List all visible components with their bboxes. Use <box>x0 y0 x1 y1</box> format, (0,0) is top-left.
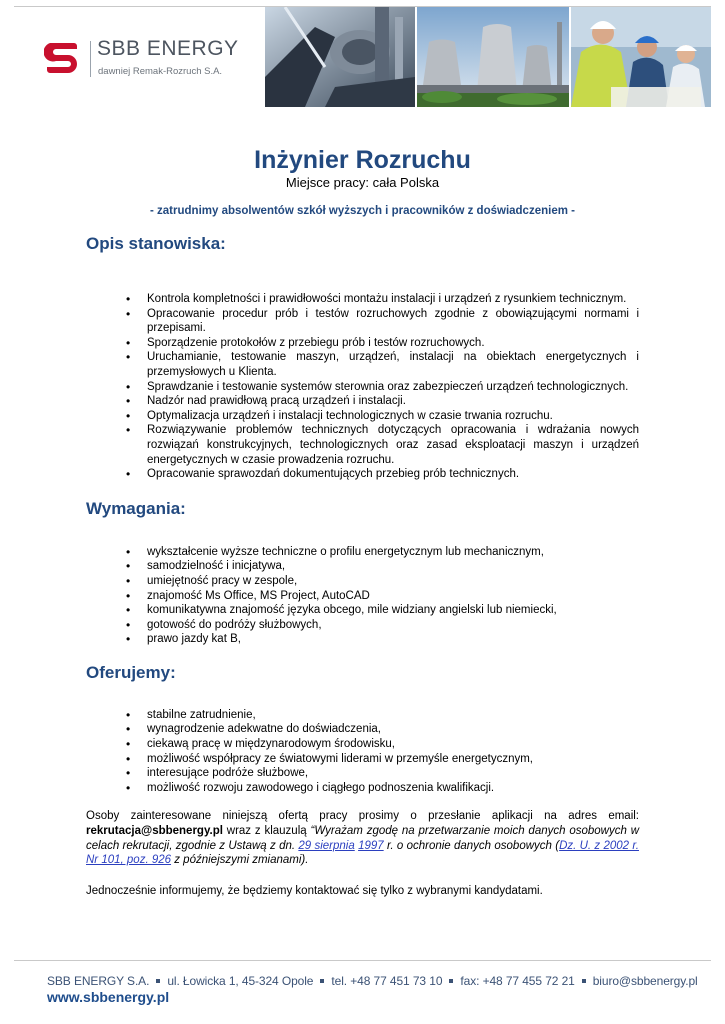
law-date-link[interactable]: 29 sierpnia <box>298 839 355 852</box>
footer-email[interactable]: biuro@sbbenergy.pl <box>592 974 698 988</box>
application-intro: Osoby zainteresowane niniejszą ofertą pracy prosimy o przesłanie aplikacji na adres email: <box>86 810 639 823</box>
requirements-list <box>147 545 639 647</box>
list-item: • wynagrodzenie adekwatne do doświadczenia, <box>147 722 639 737</box>
engineers-photo <box>571 7 711 107</box>
job-tagline: - zatrudnimy absolwentów szkół wyższych i pracowników z doświadczeniem - <box>150 205 575 217</box>
law-journal-link[interactable]: Dz. U. z 2002 r. Nr 101, poz. 926 <box>86 839 639 867</box>
list-item: • stabilne zatrudnienie, <box>147 708 639 723</box>
footer-tel: tel. +48 77 451 73 10 <box>331 974 443 988</box>
brand-name: SBB ENERGY <box>97 37 239 60</box>
list-item: • wykształcenie wyższe techniczne o profilu energetycznym lub mechanicznym, <box>147 545 639 560</box>
footer-contact <box>47 974 698 988</box>
square-bullet-icon <box>156 979 160 983</box>
footer-website-link[interactable]: www.sbbenergy.pl <box>47 989 170 1005</box>
list-item: • prawo jazdy kat B, <box>147 632 639 647</box>
list-item: • Opracowanie procedur prób i testów rozruchowych zgodnie z obowiązującymi normami i przepisami. <box>147 307 639 336</box>
section-title-requirements: Wymagania: <box>86 498 186 518</box>
application-instructions <box>86 809 639 867</box>
list-item: • interesujące podróże służbowe, <box>147 766 639 781</box>
law-year-link[interactable]: 1997 <box>358 839 384 852</box>
footer-rule <box>14 960 711 961</box>
letterhead <box>14 7 711 107</box>
list-item: • umiejętność pracy w zespole, <box>147 574 639 589</box>
list-item: • Nadzór nad prawidłową pracą urządzeń i instalacji. <box>147 394 639 409</box>
job-location: Miejsce pracy: cała Polska <box>285 175 440 190</box>
list-item: • Sprawdzanie i testowanie systemów sterownia oraz zabezpieczeń urządzeń technologicznych. <box>147 380 639 395</box>
list-item: • znajomość Ms Office, MS Project, AutoCAD <box>147 589 639 604</box>
job-title: Inżynier Rozruchu <box>254 146 471 174</box>
industrial-machinery-photo <box>265 7 415 107</box>
list-item: • Rozwiązywanie problemów technicznych dotyczących opracowania i wdrażania nowych rozwiązań konstrukcyjnych, technologicznych oraz zasad eksploatacji maszyn i urządzeń energetycznych w czasie prowadzenia rozruchu. <box>147 423 639 467</box>
square-bullet-icon <box>582 979 586 983</box>
list-item: • ciekawą pracę w międzynarodowym środowisku, <box>147 737 639 752</box>
company-logo <box>14 7 264 107</box>
logo-divider <box>90 41 91 77</box>
sbb-logo-icon <box>44 40 80 76</box>
list-item: • Opracowanie sprawozdań dokumentujących przebieg prób technicznych. <box>147 467 639 482</box>
square-bullet-icon <box>320 979 324 983</box>
section-title-offer: Oferujemy: <box>86 662 176 682</box>
footer-company: SBB ENERGY S.A. <box>47 974 150 988</box>
list-item: • komunikatywna znajomość języka obcego, mile widziany angielski lub niemiecki, <box>147 603 639 618</box>
list-item: • Uruchamianie, testowanie maszyn, urządzeń, instalacji na obiektach energetycznych i przemysłowych u Klienta. <box>147 350 639 379</box>
offer-list <box>147 708 639 796</box>
job-offer-body <box>86 145 639 898</box>
clause-prefix: wraz z klauzulą <box>226 825 307 838</box>
list-item: • samodzielność i inicjatywa, <box>147 559 639 574</box>
list-item: • Optymalizacja urządzeń i instalacji technologicznych w czasie trwania rozruchu. <box>147 409 639 424</box>
list-item: • Kontrola kompletności i prawidłowości montażu instalacji i urządzeń z rysunkiem technicznym. <box>147 292 639 307</box>
consent-clause-middle: r. o ochronie danych osobowych ( <box>386 839 560 852</box>
candidate-notice: Jednocześnie informujemy, że będziemy kontaktować się tylko z wybranymi kandydatami. <box>86 884 543 897</box>
list-item: • Sporządzenie protokołów z przebiegu prób i testów rozruchowych. <box>147 336 639 351</box>
footer-fax: fax: +48 77 455 72 21 <box>460 974 575 988</box>
consent-clause: “Wyrażam zgodę na przetwarzanie moich danych osobowych w celach rekrutacji, zgodnie z Ustawą z dn. <box>86 825 640 852</box>
brand-subtitle: dawniej Remak-Rozruch S.A. <box>98 66 223 77</box>
section-title-description: Opis stanowiska: <box>86 234 226 253</box>
application-email-link[interactable]: rekrutacja@sbbenergy.pl <box>86 825 223 838</box>
list-item: • gotowość do podróży służbowych, <box>147 618 639 633</box>
description-list <box>147 292 639 482</box>
footer-address: ul. Łowicka 1, 45-324 Opole <box>167 974 314 988</box>
consent-clause-end: z późniejszymi zmianami). <box>174 854 309 867</box>
list-item: • możliwość współpracy ze światowymi liderami w przemyśle energetycznym, <box>147 752 639 767</box>
power-plant-photo <box>417 7 569 107</box>
list-item: • możliwość rozwoju zawodowego i ciągłego podnoszenia kwalifikacji. <box>147 781 639 796</box>
square-bullet-icon <box>449 979 453 983</box>
